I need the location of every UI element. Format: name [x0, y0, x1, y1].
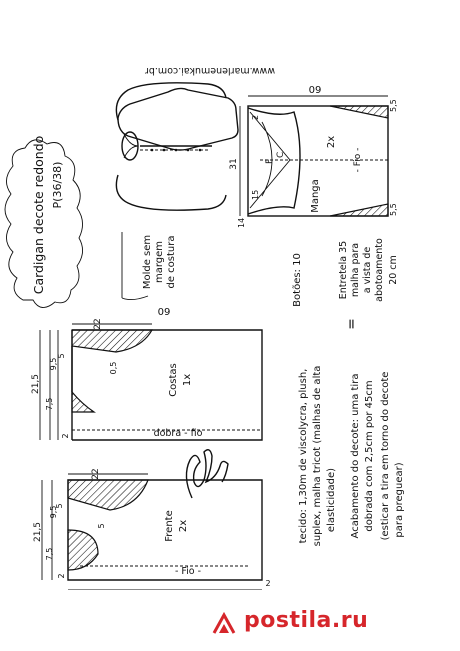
svg-text:de costura: de costura [166, 235, 177, 289]
front-m2: 7,5 [45, 547, 54, 561]
svg-text:Acabamento do decote: uma tira: Acabamento do decote: uma tira [350, 373, 361, 539]
sleeve-hatch-bottom [330, 204, 388, 216]
back-m4: 2 [61, 433, 70, 439]
back-side: 21,5 [31, 373, 41, 395]
sleeve-width: 60 [308, 83, 322, 94]
sleeve-margin-bottom: 5,5 [389, 203, 398, 216]
front-m4: 2 [57, 573, 66, 579]
molde-note [142, 235, 177, 289]
svg-text:=: = [344, 318, 360, 330]
back-width-top: 22 [93, 318, 103, 330]
back-m1: 9,5 [49, 357, 58, 371]
back-pattern [31, 305, 262, 440]
botoes-text: Botões: 10 [292, 253, 303, 307]
sleeve-hatch-top [330, 106, 388, 118]
sleeve-height: 31 [229, 158, 239, 170]
back-m2: 7,5 [45, 397, 54, 411]
back-curve: 0,5 [109, 361, 118, 375]
front-fio: - Fio - [174, 566, 202, 577]
sleeve-small-2: 2 [251, 114, 260, 120]
back-fold: dobra - fio [153, 428, 203, 439]
svg-text:Molde sem: Molde sem [142, 234, 153, 290]
svg-text:margem: margem [154, 240, 165, 284]
front-side: 21,5 [33, 521, 43, 543]
button-row [151, 149, 202, 152]
sleeve-small-14: 14 [237, 217, 246, 228]
back-length: 60 [157, 305, 171, 316]
sleeve-letter-c: C [276, 151, 286, 158]
svg-text:abotoamento: abotoamento [374, 238, 385, 302]
postila-logo-icon [210, 611, 238, 639]
front-pattern [33, 468, 271, 603]
front-width-top: 22 [91, 468, 101, 480]
sleeve-margin-top: 5,5 [389, 99, 398, 112]
front-curve: 5 [97, 523, 106, 529]
back-m3: 5 [57, 353, 66, 359]
postila-brand-text[interactable]: postila.ru [244, 608, 369, 633]
sleeve-letter-f: F [265, 158, 275, 164]
svg-text:20 cm: 20 cm [388, 255, 399, 285]
signature [186, 450, 228, 498]
notions-note [292, 238, 399, 330]
website-text: www.marlenemukai.com.br [144, 65, 276, 76]
front-m3: 5 [55, 503, 64, 509]
back-shoulder-hatch [72, 392, 94, 412]
svg-text:a vista de: a vista de [362, 246, 373, 294]
svg-text:para preguear): para preguear) [394, 462, 405, 538]
svg-text:elasticidade): elasticidade) [326, 467, 337, 533]
sleeve-pattern [229, 83, 398, 228]
sleeve-label: Manga [310, 179, 321, 213]
svg-text:(esticar a tira em torno do de: (esticar a tira em torno do decote [380, 371, 391, 541]
sleeve-count: 2x [326, 135, 337, 149]
svg-text:dobrada com 2,5cm por 45cm: dobrada com 2,5cm por 45cm [364, 380, 375, 532]
front-shoulder-hatch [68, 530, 98, 570]
front-count: 2x [178, 519, 189, 533]
sleeve-fio: - Fio - [353, 147, 363, 173]
front-neck-hatch [68, 480, 148, 510]
back-count: 1x [182, 373, 193, 387]
cardigan-sketch [116, 83, 238, 210]
materials-note [298, 366, 405, 547]
title-line1: Cardigan decote redondo [31, 135, 46, 295]
back-neck-hatch [72, 330, 152, 352]
svg-text:malha para: malha para [350, 242, 361, 298]
title-block [5, 136, 83, 308]
svg-text:tecido: 1,30m de viscolycra, p: tecido: 1,30m de viscolycra, plush, [298, 368, 309, 544]
svg-text:Entretela 35: Entretela 35 [338, 240, 349, 300]
svg-text:suplex, malha tricot (malhas: suplex, malha tricot (malhas de alta [312, 365, 323, 547]
front-label: Frente [164, 510, 175, 542]
title-size: P(36/38) [51, 161, 64, 209]
sleeve-small-15: 15 [251, 189, 260, 200]
front-bottom: 2 [265, 579, 271, 588]
back-label: Costas [168, 363, 179, 397]
front-m1: 9,5 [49, 505, 58, 519]
